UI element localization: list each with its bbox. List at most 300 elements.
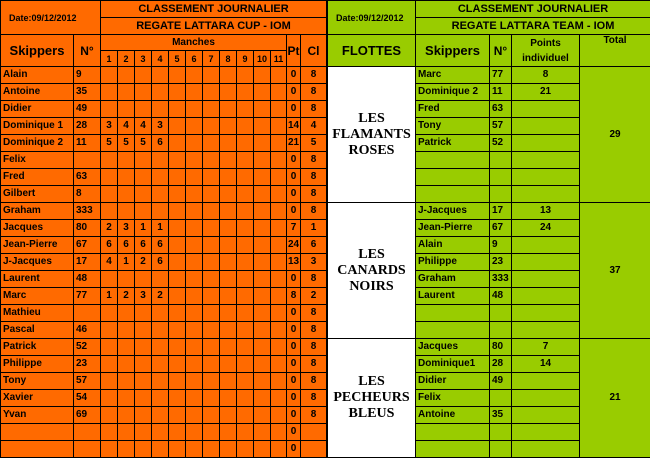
manche-score-cell[interactable] [271, 339, 287, 356]
manche-score-cell[interactable] [118, 101, 135, 118]
manche-score-cell[interactable] [135, 424, 152, 441]
classement-cell[interactable]: 8 [301, 373, 327, 390]
manche-number-header[interactable]: 2 [118, 51, 135, 67]
manche-score-cell[interactable] [271, 390, 287, 407]
manche-score-cell[interactable] [152, 373, 169, 390]
team-skipper-cell[interactable]: Didier [416, 373, 490, 390]
team-skipper-cell[interactable]: Philippe [416, 254, 490, 271]
manche-score-cell[interactable] [203, 322, 220, 339]
left-title-line2[interactable]: REGATE LATTARA CUP - IOM [101, 18, 327, 35]
manche-score-cell[interactable] [186, 101, 203, 118]
manche-score-cell[interactable] [271, 186, 287, 203]
manche-score-cell[interactable] [237, 424, 254, 441]
team-number-cell[interactable]: 333 [490, 271, 512, 288]
fleet-total-cell[interactable]: 37 [580, 203, 650, 339]
manche-score-cell[interactable] [220, 220, 237, 237]
manche-score-cell[interactable] [186, 339, 203, 356]
manche-score-cell[interactable] [254, 135, 271, 152]
individual-points-cell[interactable] [512, 186, 580, 203]
team-number-cell[interactable] [490, 152, 512, 169]
skipper-name-cell[interactable]: Graham [1, 203, 74, 220]
individual-points-cell[interactable] [512, 407, 580, 424]
skipper-name-cell[interactable]: Dominique 1 [1, 118, 74, 135]
manche-score-cell[interactable] [101, 339, 118, 356]
manche-score-cell[interactable] [203, 203, 220, 220]
sail-number-cell[interactable]: 52 [74, 339, 101, 356]
manche-score-cell[interactable] [237, 186, 254, 203]
manche-score-cell[interactable] [237, 356, 254, 373]
manche-score-cell[interactable] [203, 407, 220, 424]
team-skipper-cell[interactable]: Fred [416, 101, 490, 118]
manche-score-cell[interactable] [237, 271, 254, 288]
points-cell[interactable]: 0 [287, 271, 301, 288]
individual-points-cell[interactable]: 7 [512, 339, 580, 356]
manche-number-header[interactable]: 5 [169, 51, 186, 67]
skipper-name-cell[interactable]: Antoine [1, 84, 74, 101]
classement-cell[interactable] [301, 424, 327, 441]
manche-score-cell[interactable] [135, 441, 152, 458]
skipper-name-cell[interactable]: Marc [1, 288, 74, 305]
manche-score-cell[interactable] [152, 339, 169, 356]
manche-score-cell[interactable] [254, 101, 271, 118]
sail-number-cell[interactable]: 28 [74, 118, 101, 135]
individual-points-cell[interactable] [512, 390, 580, 407]
manche-score-cell[interactable]: 2 [118, 288, 135, 305]
manche-score-cell[interactable] [135, 67, 152, 84]
manche-score-cell[interactable] [169, 271, 186, 288]
manche-number-header[interactable]: 11 [271, 51, 287, 67]
manche-score-cell[interactable] [254, 322, 271, 339]
skipper-name-cell[interactable]: Philippe [1, 356, 74, 373]
manche-score-cell[interactable] [271, 254, 287, 271]
manche-score-cell[interactable] [220, 118, 237, 135]
manche-score-cell[interactable] [135, 339, 152, 356]
manche-score-cell[interactable] [220, 135, 237, 152]
manche-score-cell[interactable] [220, 407, 237, 424]
skipper-name-cell[interactable]: Laurent [1, 271, 74, 288]
manche-score-cell[interactable] [271, 373, 287, 390]
manche-score-cell[interactable] [118, 441, 135, 458]
manche-score-cell[interactable] [169, 169, 186, 186]
team-skipper-cell[interactable] [416, 186, 490, 203]
individual-points-cell[interactable] [512, 118, 580, 135]
skipper-name-cell[interactable] [1, 441, 74, 458]
manche-score-cell[interactable] [237, 390, 254, 407]
manche-score-cell[interactable] [220, 390, 237, 407]
manche-score-cell[interactable] [186, 390, 203, 407]
manche-score-cell[interactable] [254, 305, 271, 322]
manche-score-cell[interactable] [101, 356, 118, 373]
points-cell[interactable]: 13 [287, 254, 301, 271]
manche-score-cell[interactable] [186, 186, 203, 203]
team-skipper-cell[interactable] [416, 424, 490, 441]
manche-score-cell[interactable] [169, 322, 186, 339]
points-cell[interactable]: 0 [287, 84, 301, 101]
manche-score-cell[interactable] [169, 441, 186, 458]
manche-score-cell[interactable] [220, 237, 237, 254]
manche-score-cell[interactable] [271, 135, 287, 152]
manche-number-header[interactable]: 9 [237, 51, 254, 67]
classement-cell[interactable]: 8 [301, 152, 327, 169]
manche-score-cell[interactable] [118, 84, 135, 101]
manche-number-header[interactable]: 6 [186, 51, 203, 67]
left-title-line1[interactable]: CLASSEMENT JOURNALIER [101, 1, 327, 18]
classement-cell[interactable]: 1 [301, 220, 327, 237]
manche-score-cell[interactable] [152, 271, 169, 288]
team-number-cell[interactable]: 9 [490, 237, 512, 254]
manche-score-cell[interactable] [203, 237, 220, 254]
manche-score-cell[interactable] [152, 84, 169, 101]
manche-score-cell[interactable] [203, 271, 220, 288]
manche-score-cell[interactable]: 6 [101, 237, 118, 254]
individual-points-cell[interactable]: 24 [512, 220, 580, 237]
manche-score-cell[interactable] [186, 305, 203, 322]
manche-score-cell[interactable] [135, 203, 152, 220]
team-number-cell[interactable]: 77 [490, 67, 512, 84]
sail-number-cell[interactable]: 9 [74, 67, 101, 84]
skipper-name-cell[interactable]: Fred [1, 169, 74, 186]
manche-score-cell[interactable] [203, 288, 220, 305]
manche-score-cell[interactable] [169, 390, 186, 407]
manche-score-cell[interactable] [135, 305, 152, 322]
manche-score-cell[interactable] [135, 84, 152, 101]
points-cell[interactable]: 21 [287, 135, 301, 152]
manche-score-cell[interactable]: 1 [101, 288, 118, 305]
team-number-header[interactable]: N° [490, 35, 512, 67]
manche-score-cell[interactable] [220, 84, 237, 101]
manche-score-cell[interactable] [152, 390, 169, 407]
manche-score-cell[interactable] [203, 424, 220, 441]
manche-score-cell[interactable] [118, 152, 135, 169]
manche-score-cell[interactable]: 2 [101, 220, 118, 237]
manche-score-cell[interactable] [237, 322, 254, 339]
manche-score-cell[interactable] [220, 67, 237, 84]
points-cell[interactable]: 0 [287, 390, 301, 407]
manche-score-cell[interactable] [271, 288, 287, 305]
points-cell[interactable]: 14 [287, 118, 301, 135]
manche-score-cell[interactable] [271, 152, 287, 169]
sail-number-cell[interactable]: 54 [74, 390, 101, 407]
manche-score-cell[interactable]: 6 [118, 237, 135, 254]
manche-score-cell[interactable] [254, 203, 271, 220]
manche-number-header[interactable]: 10 [254, 51, 271, 67]
manche-score-cell[interactable] [237, 441, 254, 458]
individual-points-cell[interactable] [512, 305, 580, 322]
manche-score-cell[interactable] [203, 84, 220, 101]
skipper-name-cell[interactable]: Pascal [1, 322, 74, 339]
manche-number-header[interactable]: 7 [203, 51, 220, 67]
individual-points-cell[interactable] [512, 254, 580, 271]
points-header[interactable]: Pt [287, 35, 301, 67]
manche-score-cell[interactable] [220, 152, 237, 169]
team-skipper-cell[interactable]: Jean-Pierre [416, 220, 490, 237]
points-cell[interactable]: 0 [287, 101, 301, 118]
sail-number-cell[interactable] [74, 424, 101, 441]
individual-points-cell[interactable] [512, 424, 580, 441]
manche-score-cell[interactable]: 4 [101, 254, 118, 271]
classement-cell[interactable]: 8 [301, 271, 327, 288]
manche-score-cell[interactable]: 2 [152, 288, 169, 305]
manche-score-cell[interactable] [220, 441, 237, 458]
team-skipper-cell[interactable] [416, 152, 490, 169]
skipper-name-cell[interactable]: Alain [1, 67, 74, 84]
individual-points-cell[interactable] [512, 441, 580, 458]
team-number-cell[interactable]: 67 [490, 220, 512, 237]
team-skipper-cell[interactable]: Laurent [416, 288, 490, 305]
manche-score-cell[interactable] [135, 407, 152, 424]
manche-score-cell[interactable] [186, 152, 203, 169]
team-skipper-cell[interactable]: Dominique 2 [416, 84, 490, 101]
individual-points-cell[interactable] [512, 322, 580, 339]
manche-score-cell[interactable] [254, 67, 271, 84]
manche-score-cell[interactable] [254, 237, 271, 254]
manche-score-cell[interactable] [237, 118, 254, 135]
manche-score-cell[interactable] [169, 186, 186, 203]
manche-score-cell[interactable] [169, 373, 186, 390]
manche-score-cell[interactable] [254, 84, 271, 101]
points-cell[interactable]: 0 [287, 152, 301, 169]
manche-score-cell[interactable] [101, 101, 118, 118]
manche-score-cell[interactable] [203, 373, 220, 390]
fleet-total-cell[interactable]: 21 [580, 339, 650, 458]
skipper-name-cell[interactable]: Xavier [1, 390, 74, 407]
sail-number-cell[interactable]: 48 [74, 271, 101, 288]
manche-score-cell[interactable] [101, 271, 118, 288]
manche-score-cell[interactable] [186, 254, 203, 271]
manche-score-cell[interactable] [254, 424, 271, 441]
manche-score-cell[interactable] [169, 424, 186, 441]
manche-score-cell[interactable] [254, 339, 271, 356]
manche-score-cell[interactable] [220, 254, 237, 271]
team-skipper-cell[interactable]: Alain [416, 237, 490, 254]
manche-score-cell[interactable] [135, 373, 152, 390]
points-cell[interactable]: 8 [287, 288, 301, 305]
manche-score-cell[interactable] [101, 203, 118, 220]
manche-score-cell[interactable]: 6 [152, 135, 169, 152]
manche-score-cell[interactable] [186, 424, 203, 441]
sail-number-cell[interactable] [74, 305, 101, 322]
classement-cell[interactable]: 3 [301, 254, 327, 271]
manche-score-cell[interactable]: 1 [152, 220, 169, 237]
skipper-name-cell[interactable]: Dominique 2 [1, 135, 74, 152]
manche-score-cell[interactable] [118, 407, 135, 424]
manche-score-cell[interactable] [271, 101, 287, 118]
manche-score-cell[interactable] [254, 152, 271, 169]
manche-score-cell[interactable] [220, 356, 237, 373]
classement-cell[interactable]: 6 [301, 237, 327, 254]
manche-score-cell[interactable] [169, 118, 186, 135]
manche-score-cell[interactable]: 6 [152, 254, 169, 271]
classement-header[interactable]: Cl [301, 35, 327, 67]
manche-score-cell[interactable] [220, 101, 237, 118]
team-number-cell[interactable]: 49 [490, 373, 512, 390]
individual-points-cell[interactable] [512, 101, 580, 118]
manche-score-cell[interactable] [237, 407, 254, 424]
manche-score-cell[interactable] [169, 407, 186, 424]
manche-score-cell[interactable] [169, 220, 186, 237]
classement-cell[interactable]: 8 [301, 390, 327, 407]
sail-number-cell[interactable]: 67 [74, 237, 101, 254]
manche-score-cell[interactable] [203, 441, 220, 458]
manche-score-cell[interactable] [152, 322, 169, 339]
team-number-cell[interactable] [490, 322, 512, 339]
individual-points-cell[interactable] [512, 373, 580, 390]
manche-score-cell[interactable] [135, 186, 152, 203]
total-header[interactable]: Total [580, 35, 650, 67]
manche-score-cell[interactable]: 4 [135, 118, 152, 135]
manche-score-cell[interactable] [220, 169, 237, 186]
points-cell[interactable]: 0 [287, 67, 301, 84]
classement-cell[interactable]: 8 [301, 101, 327, 118]
points-cell[interactable]: 24 [287, 237, 301, 254]
manche-score-cell[interactable]: 4 [118, 118, 135, 135]
manche-score-cell[interactable] [271, 169, 287, 186]
manche-score-cell[interactable] [220, 373, 237, 390]
manche-score-cell[interactable] [152, 305, 169, 322]
points-cell[interactable]: 0 [287, 186, 301, 203]
manche-score-cell[interactable] [237, 67, 254, 84]
manche-score-cell[interactable] [271, 407, 287, 424]
manche-score-cell[interactable] [152, 424, 169, 441]
classement-cell[interactable]: 8 [301, 84, 327, 101]
skipper-name-cell[interactable]: Yvan [1, 407, 74, 424]
manche-score-cell[interactable] [169, 203, 186, 220]
manche-score-cell[interactable] [237, 152, 254, 169]
classement-cell[interactable]: 8 [301, 186, 327, 203]
manche-score-cell[interactable]: 6 [152, 237, 169, 254]
number-header[interactable]: N° [74, 35, 101, 67]
manche-score-cell[interactable] [271, 322, 287, 339]
sail-number-cell[interactable]: 333 [74, 203, 101, 220]
manche-score-cell[interactable] [254, 220, 271, 237]
individual-points-cell[interactable]: 14 [512, 356, 580, 373]
team-number-cell[interactable] [490, 441, 512, 458]
team-skipper-cell[interactable]: Marc [416, 67, 490, 84]
manche-score-cell[interactable] [203, 356, 220, 373]
manches-header[interactable]: Manches [101, 35, 287, 51]
manche-score-cell[interactable] [271, 84, 287, 101]
sail-number-cell[interactable]: 69 [74, 407, 101, 424]
manche-score-cell[interactable] [203, 390, 220, 407]
manche-score-cell[interactable] [186, 135, 203, 152]
points-cell[interactable]: 0 [287, 339, 301, 356]
manche-score-cell[interactable] [169, 237, 186, 254]
team-number-cell[interactable]: 63 [490, 101, 512, 118]
manche-score-cell[interactable] [118, 186, 135, 203]
sail-number-cell[interactable]: 49 [74, 101, 101, 118]
manche-score-cell[interactable] [101, 373, 118, 390]
manche-score-cell[interactable] [220, 203, 237, 220]
skippers-header[interactable]: Skippers [1, 35, 74, 67]
manche-score-cell[interactable] [152, 101, 169, 118]
team-skipper-cell[interactable] [416, 441, 490, 458]
points-cell[interactable]: 0 [287, 305, 301, 322]
team-skipper-cell[interactable]: Patrick [416, 135, 490, 152]
manche-score-cell[interactable] [186, 441, 203, 458]
fleet-name-cell[interactable]: LES PECHEURS BLEUS [328, 339, 416, 458]
manche-score-cell[interactable] [169, 305, 186, 322]
manche-score-cell[interactable] [152, 441, 169, 458]
sail-number-cell[interactable] [74, 441, 101, 458]
individual-points-cell[interactable]: 13 [512, 203, 580, 220]
classement-cell[interactable]: 2 [301, 288, 327, 305]
manche-score-cell[interactable] [271, 237, 287, 254]
manche-score-cell[interactable] [237, 169, 254, 186]
classement-cell[interactable]: 4 [301, 118, 327, 135]
individual-points-cell[interactable] [512, 169, 580, 186]
sail-number-cell[interactable]: 63 [74, 169, 101, 186]
manche-score-cell[interactable] [169, 339, 186, 356]
manche-score-cell[interactable] [118, 322, 135, 339]
manche-score-cell[interactable] [186, 288, 203, 305]
manche-score-cell[interactable] [271, 305, 287, 322]
manche-score-cell[interactable] [220, 271, 237, 288]
manche-score-cell[interactable] [135, 322, 152, 339]
points-cell[interactable]: 7 [287, 220, 301, 237]
manche-score-cell[interactable] [101, 390, 118, 407]
manche-score-cell[interactable] [203, 186, 220, 203]
manche-score-cell[interactable] [254, 390, 271, 407]
individual-points-cell[interactable] [512, 271, 580, 288]
manche-score-cell[interactable] [254, 373, 271, 390]
manche-score-cell[interactable] [220, 339, 237, 356]
manche-score-cell[interactable]: 1 [118, 254, 135, 271]
classement-cell[interactable]: 8 [301, 356, 327, 373]
skipper-name-cell[interactable]: Mathieu [1, 305, 74, 322]
manche-score-cell[interactable] [237, 254, 254, 271]
manche-score-cell[interactable] [237, 288, 254, 305]
team-skipper-cell[interactable]: J-Jacques [416, 203, 490, 220]
classement-cell[interactable]: 8 [301, 407, 327, 424]
manche-score-cell[interactable] [118, 373, 135, 390]
manche-number-header[interactable]: 3 [135, 51, 152, 67]
manche-score-cell[interactable] [152, 356, 169, 373]
classement-cell[interactable]: 8 [301, 339, 327, 356]
points-individuel-header[interactable]: Points individuel [512, 35, 580, 67]
manche-score-cell[interactable] [220, 322, 237, 339]
manche-score-cell[interactable] [220, 424, 237, 441]
individual-points-cell[interactable] [512, 135, 580, 152]
manche-score-cell[interactable] [118, 271, 135, 288]
manche-score-cell[interactable] [118, 339, 135, 356]
manche-number-header[interactable]: 8 [220, 51, 237, 67]
team-number-cell[interactable] [490, 169, 512, 186]
manche-score-cell[interactable] [169, 67, 186, 84]
manche-score-cell[interactable] [203, 135, 220, 152]
manche-score-cell[interactable] [101, 84, 118, 101]
manche-score-cell[interactable] [118, 424, 135, 441]
manche-score-cell[interactable] [254, 288, 271, 305]
manche-score-cell[interactable] [237, 101, 254, 118]
manche-score-cell[interactable] [271, 220, 287, 237]
points-cell[interactable]: 0 [287, 424, 301, 441]
team-skipper-cell[interactable] [416, 322, 490, 339]
manche-score-cell[interactable] [152, 186, 169, 203]
sail-number-cell[interactable] [74, 152, 101, 169]
manche-score-cell[interactable] [169, 135, 186, 152]
manche-score-cell[interactable]: 6 [135, 237, 152, 254]
individual-points-cell[interactable] [512, 237, 580, 254]
manche-score-cell[interactable] [118, 67, 135, 84]
manche-score-cell[interactable] [271, 356, 287, 373]
sail-number-cell[interactable]: 57 [74, 373, 101, 390]
right-date[interactable]: Date:09/12/2012 [328, 1, 416, 35]
team-number-cell[interactable]: 23 [490, 254, 512, 271]
manche-score-cell[interactable] [254, 254, 271, 271]
skipper-name-cell[interactable]: Patrick [1, 339, 74, 356]
manche-score-cell[interactable] [254, 441, 271, 458]
sail-number-cell[interactable]: 17 [74, 254, 101, 271]
